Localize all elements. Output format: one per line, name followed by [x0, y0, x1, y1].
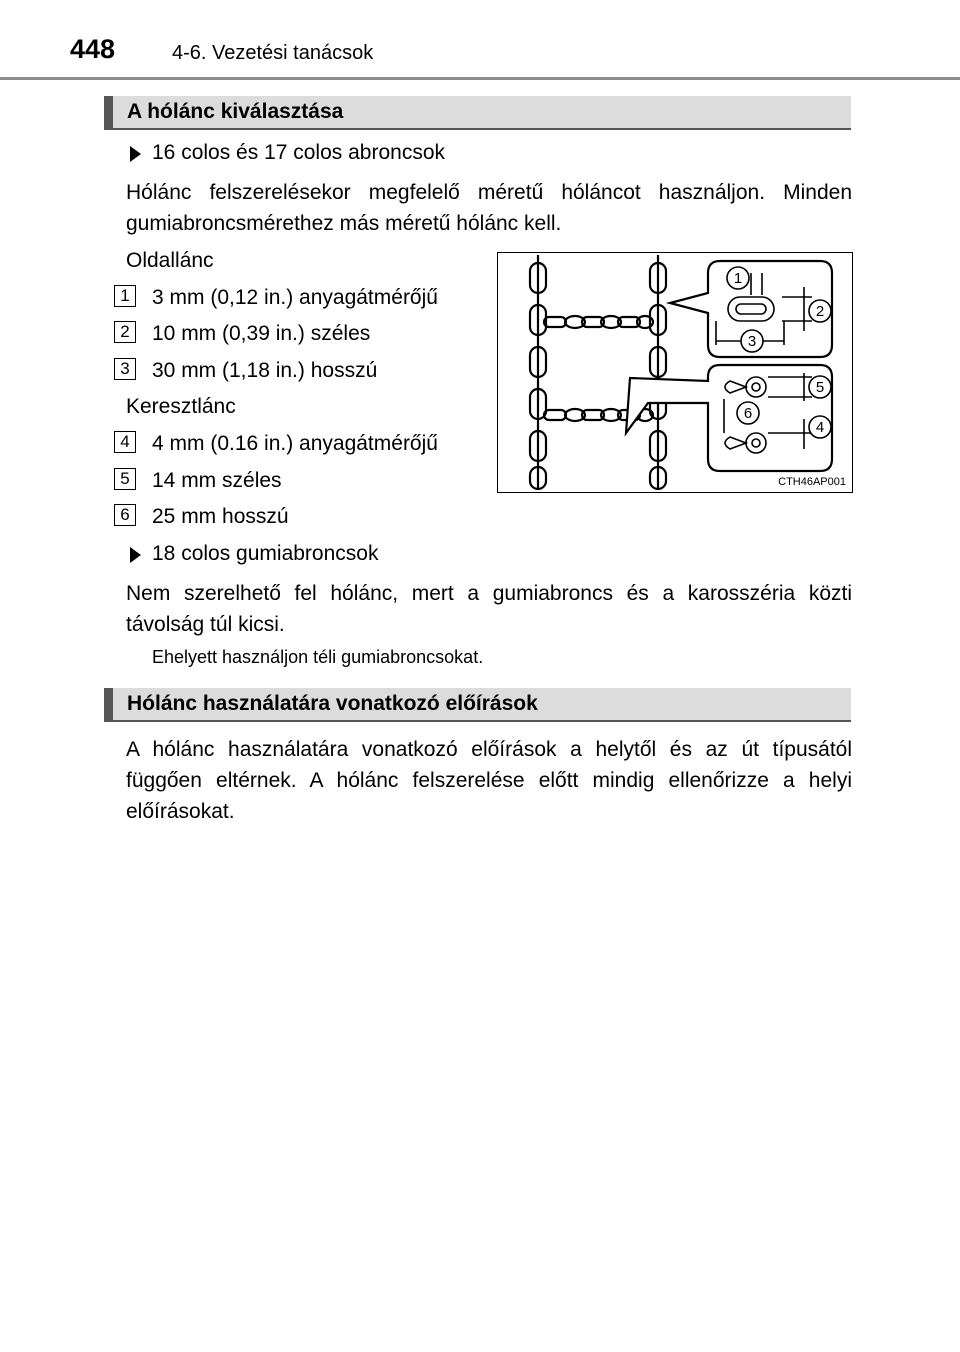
cross-chain-label: Keresztlánc [126, 395, 236, 418]
side-chain-item-width: 10 mm (0,39 in.) széles [152, 322, 371, 345]
bullet-arrow-icon [130, 547, 141, 563]
snow-chain-diagram [498, 253, 851, 491]
paragraph-no-chain: Nem szerelhető fel hólánc, mert a gumiabroncs és a karosszéria közti távolság túl kicsi. [126, 582, 852, 636]
chain-links-illustration [530, 255, 666, 489]
callout-label-5: 5 [815, 379, 825, 396]
cross-chain-item-width: 14 mm széles [152, 469, 282, 492]
side-chain-item-diameter: 3 mm (0,12 in.) anyagátmérőjű [152, 286, 438, 309]
header-title: 4-6. Vezetési tanácsok [172, 42, 374, 64]
cross-chain-item-diameter: 4 mm (0.16 in.) anyagátmérőjű [152, 432, 438, 455]
side-chain-item-length: 30 mm (1,18 in.) hosszú [152, 359, 378, 382]
section-heading-snow-chain-selection: A hólánc kiválasztása [104, 96, 851, 130]
number-3-icon: 3 [114, 358, 136, 380]
number-2-icon: 2 [114, 321, 136, 343]
note-winter-tires: Ehelyett használjon téli gumiabroncsokat. [152, 647, 484, 667]
callout-label-6: 6 [743, 405, 753, 422]
bullet-16-17-inch: 16 colos és 17 colos abroncsok [152, 141, 446, 164]
number-4-icon: 4 [114, 431, 136, 453]
cross-chain-item-length: 25 mm hosszú [152, 505, 289, 528]
callout-label-4: 4 [815, 419, 825, 436]
callout-label-1: 1 [733, 270, 743, 287]
paragraph-chain-size: Hólánc felszerelésekor megfelelő méretű hóláncot használjon. Minden gumiabroncsmérethez más méretű hólánc kell. [126, 181, 852, 235]
bullet-18-inch: 18 colos gumiabroncsok [152, 542, 379, 565]
number-6-icon: 6 [114, 504, 136, 526]
paragraph-regulations: A hólánc használatára vonatkozó előírások a helytől és az út típusától függően eltérnek. A hólánc felszerelése előtt mindig ellenőrizze a helyi előírásokat. [126, 738, 852, 823]
side-chain-label: Oldallánc [126, 249, 214, 272]
number-5-icon: 5 [114, 468, 136, 490]
snow-chain-figure [497, 252, 853, 493]
page-number: 448 [70, 34, 116, 64]
callout-label-3: 3 [747, 333, 757, 350]
bullet-arrow-icon [130, 146, 141, 162]
header-rule [0, 77, 960, 80]
number-1-icon: 1 [114, 285, 136, 307]
callout-label-2: 2 [815, 303, 825, 320]
section-heading-snow-chain-regulations: Hólánc használatára vonatkozó előírások [104, 688, 851, 722]
figure-code: CTH46AP001 [778, 476, 846, 488]
